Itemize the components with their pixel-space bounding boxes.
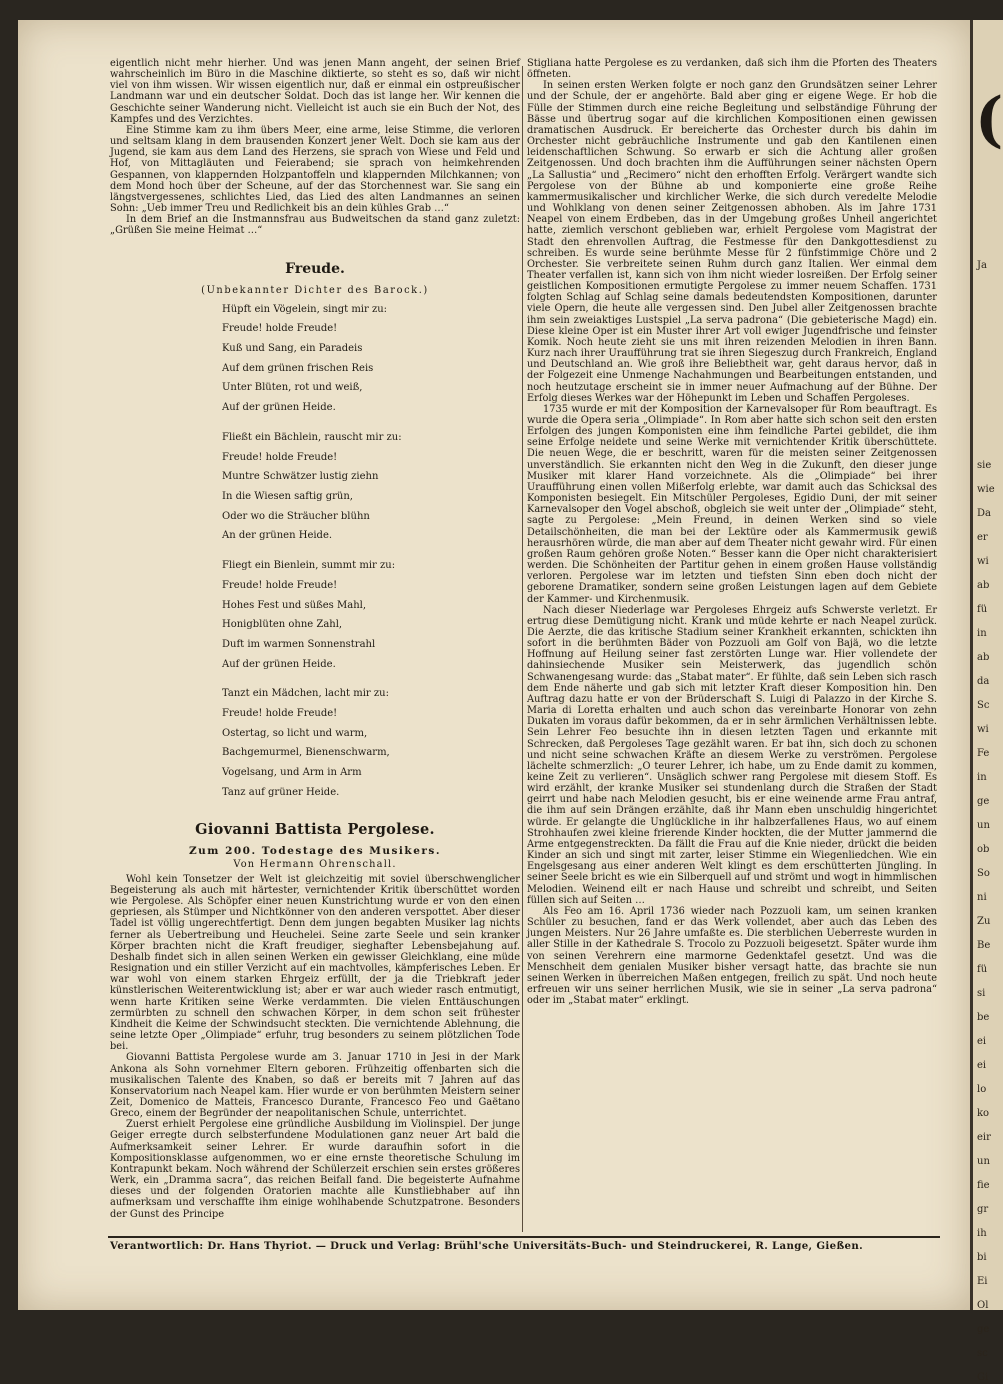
adjacent-page-fragment: Ja bbox=[977, 260, 987, 271]
poem-line: Vogelsang, und Arm in Arm bbox=[222, 767, 362, 779]
adjacent-page-fragment: Fe bbox=[977, 748, 990, 759]
adjacent-page-fragment: ge bbox=[977, 1324, 990, 1335]
adjacent-page-fragment: fü bbox=[977, 964, 988, 975]
article-paragraph: Stigliana hatte Pergolese es zu verdanken, daß sich ihm die Pforten des Theaters öffneten. bbox=[527, 58, 937, 81]
adjacent-page-fragment: Ol bbox=[977, 1300, 989, 1311]
article-paragraph: In seinen ersten Werken folgte er noch ganz den Grundsätzen seiner Lehrer und der Schule, der er angehörte. Bald aber ging er eigene Wege. Er hob die Fülle der Stimmen durch eine reiche Begleitung und selbständige Führung der Bässe und übertrug sogar auf die kirchlichen Kompositionen einen gewissen dramatischen Ausdruck. Er bereicherte das Orchester durch bis dahin im Orchester nicht gebräuchliche Instrumente und gab den Kantilenen einen leidenschaftlichen Schwung. So erwarb er sich die Achtung aller großen Zeitgenossen. Und doch brachten ihm die Aufführungen seiner nächsten Opern „La Sallustia“ und „Recimero“ nicht den erhofften Erfolg. Verärgert wandte sich Pergolese von der Bühne ab und komponierte eine große Reihe kammermusikalischer und kirchlicher Werke, die sich durch veredelte Melodie und Wohlklang von denen seiner Zeitgenossen abhoben. Als im Jahre 1731 Neapel von einem Erdbeben, das in der Umgebung großes Unheil angerichtet hatte, ziemlich verschont geblieben war, erhielt Pergolese vom Magistrat der Stadt den ehrenvollen Auftrag, die Festmesse für den Dankgottesdienst zu schreiben. Es wurde seine berühmte Messe für 2 fünfstimmige Chöre und 2 Orchester. Sie verbreitete seinen Ruhm durch ganz Italien. Wer einmal dem Theater verfallen ist, kann sich von ihm nicht wieder losreißen. Der Erfolg seiner geistlichen Kompositionen ermutigte Pergolese zu immer neuem Schaffen. 1731 folgten Schlag auf Schlag seine damals bedeutendsten Kompositionen, darunter viele Opern, die heute alle vergessen sind. Den Jubel aller Zeitgenossen brachte ihm sein zweiaktiges Lustspiel „La serva padrona“ (Die gebieterische Magd) ein. Diese kleine Oper ist ein Muster ihrer Art voll ewiger Jugendfrische und feinster Komik. Noch heute zieht sie uns mit ihren reizenden Melodien in ihren Bann. Kurz nach ihrer Uraufführung trat sie ihren Siegeszug durch Frankreich, England und Deutschland an. Wie groß ihre Beliebtheit war, geht daraus hervor, daß in der Folgezeit eine Unmenge Nachahmungen und Bearbeitungen entstanden, und noch heutzutage erscheint sie in immer neuer Aufmachung auf der Bühne. Der Erfolg dieses Werkes war der Höhepunkt im Leben und Schaffen Pergoleses. bbox=[527, 80, 937, 404]
article-author: Von Hermann Ohrenschall. bbox=[233, 858, 397, 870]
poem-line: Hohes Fest und süßes Mahl, bbox=[222, 599, 367, 611]
adjacent-page-fragment: in bbox=[977, 628, 987, 639]
poem-line: Unter Blüten, rot und weiß, bbox=[222, 382, 363, 394]
adjacent-page-fragment: ih bbox=[977, 1228, 987, 1239]
poem-line: Freude! holde Freude! bbox=[222, 451, 338, 463]
poem-stanza bbox=[222, 684, 520, 802]
article-paragraph: Wohl kein Tonsetzer der Welt ist gleichzeitig mit soviel überschwenglicher Begeisterung als auch mit härtester, vernichtender Kritik überschüttet worden wie Pergolese. Als Schöpfer einer neuen Kunstrichtung wurde er von den einen gepriesen, als Stümper und Nichtkönner von den anderen verspottet. Aber dieser Tadel ist völlig ungerechtfertigt. Denn dem jungen begabten Musiker lag nichts ferner als Uebertreibung und Heuchelei. Seine zarte Seele und sein kranker Körper brachten nicht die Kraft freudiger, sieghafter Lebensbejahung auf. Deshalb findet sich in allen seinen Werken ein gewisser Gleichklang, eine müde Resignation und ein stiller Verzicht auf ein machtvolles, kämpferisches Leben. Er war wohl von einem starken Ehrgeiz erfüllt, der ja die Triebkraft jeder künstlerischen Weiterentwicklung ist; aber er war auch wieder rasch entmutigt, wenn harte Kritiken seine Werke verdammten. Die vielen Enttäuschungen zermürbten zu schnell den schwachen Körper, in dem schon seit frühester Kindheit die Keime der Schwindsucht steckten. Die vernichtende Ablehnung, die seine letzte Oper „Olimpiade“ erfuhr, trug besonders zu seinem plötzlichen Tode bei. bbox=[110, 873, 520, 1053]
adjacent-page-fragment: sie bbox=[977, 460, 992, 471]
poem-line: Auf dem grünen frischen Reis bbox=[222, 362, 374, 374]
article-paragraph: Als Feo am 16. April 1736 wieder nach Pozzuoli kam, um seinen kranken Schüler zu besuchen, fand er das Werk vollendet, aber auch das Leben des jungen Meisters. Nur 26 Jahre umfaßte es. Die sterblichen Ueberreste wurden in aller Stille in der Kathedrale S. Trocolo zu Pozzuoli beigesetzt. Später wurde ihm von seinen Verehrern eine marmorne Gedenktafel gesetzt. Und was die Menschheit dem genialen Musiker bisher versagt hatte, das brachte sie nun seinen Werken in überreichen Maßen entgegen, freilich zu spät. Und noch heute erfreuen wir uns seiner herrlichen Musik, wie sie in seiner „La serva padrona“ oder im „Stabat mater“ erklingt. bbox=[527, 905, 937, 1007]
adjacent-page-fragment: ab bbox=[977, 652, 990, 663]
adjacent-page-fragment: in bbox=[977, 772, 987, 783]
poem-line: Auf der grünen Heide. bbox=[222, 402, 336, 414]
adjacent-page-fragment: er bbox=[977, 532, 988, 543]
adjacent-page-fragment: Sc bbox=[977, 700, 990, 711]
adjacent-page-fragment: wi bbox=[977, 556, 989, 567]
adjacent-page-fragment: ge bbox=[977, 796, 990, 807]
footer-imprint: Verantwortlich: Dr. Hans Thyriot. — Druck und Verlag: Brühl'sche Universitäts-Buch- und Steindruckerei, R. Lange, Gießen. bbox=[110, 1240, 864, 1252]
poem-line: Duft im warmen Sonnenstrahl bbox=[222, 638, 376, 650]
intro-paragraph: Eine Stimme kam zu ihm übers Meer, eine arme, leise Stimme, die verloren und seltsam klang in dem brausenden Konzert jener Welt. Doch sie kam aus der Jugend, sie kam aus dem Land des Herzens, sie sprach von Wiese und Feld und Hof, von Mittagläuten und Feierabend; sie sprach von heimkehrenden Gespannen, von klappernden Holzpantoffeln und klappernden Milchkannen; von dem Mond hoch über der Scheune, auf der das Storchennest war. Sie sang ein längstvergessenes, schlichtes Lied, das Lied des alten Landmannes an seinen Sohn: „Ueb immer Treu und Redlichkeit bis an dein kühles Grab …“ bbox=[110, 124, 520, 215]
poem-line: Kuß und Sang, ein Paradeis bbox=[222, 343, 363, 355]
adjacent-page-fragment: lo bbox=[977, 1084, 987, 1095]
adjacent-page-fragment: ei bbox=[977, 1036, 987, 1047]
article-subtitle: Zum 200. Todestage des Musikers. bbox=[189, 844, 441, 857]
poem-line: Oder wo die Sträucher blühn bbox=[222, 510, 370, 522]
adjacent-page-fragment: sc bbox=[977, 1348, 988, 1359]
adjacent-page-fragment: Be bbox=[977, 940, 991, 951]
poem-line: Fließt ein Bächlein, rauscht mir zu: bbox=[222, 431, 402, 443]
poem-line: Freude! holde Freude! bbox=[222, 323, 338, 335]
adjacent-page-fragment: wie bbox=[977, 484, 995, 495]
poem-line: Bachgemurmel, Bienenschwarm, bbox=[222, 747, 390, 759]
adjacent-page-fragment: Zu bbox=[977, 916, 991, 927]
article-paragraph: 1735 wurde er mit der Komposition der Karnevalsoper für Rom beauftragt. Es wurde die Opera seria „Olimpiade“. In Rom aber hatte sich schon seit den ersten Erfolgen des jungen Komponisten eine ihm feindliche Partei gebildet, die ihm seine Erfolge neidete und seine Werke mit vernichtender Kritik überschüttete. Die neuen Wege, die er beschritt, waren für die meisten seiner Zeitgenossen unverständlich. Sie erkannten nicht den Weg in die Zukunft, den dieser junge Musiker mit klarer Hand vorzeichnete. Als die „Olimpiade“ bei ihrer Uraufführung einen vollen Mißerfolg erlebte, war damit auch das Schicksal des Komponisten besiegelt. Ein Mitschüler Pergoleses, Egidio Duni, der mit seiner Karnevalsoper den Vogel abschoß, obgleich sie weit unter der „Olimpiade“ steht, sagte zu Pergolese: „Mein Freund, in deinen Werken sind so viele Detailschönheiten, die man bei der Lektüre oder als Kammermusik gewiß herausrhören würde, die man aber auf dem Theater nicht gewahr wird. Für einen großen Raum gehören große Noten.“ Besser kann die Oper nicht charakterisiert werden. Die Schönheiten der Partitur gehen in einem großen Hause vollständig verloren. Pergolese war im letzten und tiefsten Sinn eben doch nicht der geborene Dramatiker, sondern seine großen Leistungen lagen auf dem Gebiete der Kammer- und Kirchenmusik. bbox=[527, 403, 937, 605]
poem-stanza bbox=[222, 428, 520, 546]
footer-rule bbox=[108, 1236, 940, 1238]
poem-title: Freude. bbox=[285, 260, 345, 277]
poem-line: Hüpft ein Vögelein, singt mir zu: bbox=[222, 303, 388, 315]
poem-line: Tanz auf grüner Heide. bbox=[222, 786, 340, 798]
adjacent-page-fragment: Ei bbox=[977, 1276, 988, 1287]
adjacent-page-fragment: un bbox=[977, 1156, 990, 1167]
adjacent-page-fragment: wi bbox=[977, 724, 989, 735]
adjacent-page-fragment: ni bbox=[977, 892, 987, 903]
poem-line: Muntre Schwätzer lustig ziehn bbox=[222, 471, 379, 483]
adjacent-page-fragment: ei bbox=[977, 1060, 987, 1071]
adjacent-page-edge bbox=[970, 20, 1003, 1383]
left-column bbox=[110, 58, 520, 1220]
intro-paragraph: eigentlich nicht mehr hierher. Und was jenen Mann angeht, der seinen Brief wahrscheinlich im Büro in die Maschine diktierte, so steht es so, daß wir nicht viel von ihm wissen. Wir wissen eigentlich nur, daß er einmal ein ostpreußischer Landmann war und ein deutscher Soldat. Doch das ist lange her. Wir kennen die Geschichte seiner Wanderung nicht. Vielleicht ist auch sie ein Buch der Not, des Kampfes und des Verzichtes. bbox=[110, 58, 520, 125]
adjacent-page-fragment: bi bbox=[977, 1252, 987, 1263]
article-paragraph: Nach dieser Niederlage war Pergoleses Ehrgeiz aufs Schwerste verletzt. Er ertrug diese Demütigung nicht. Krank und müde kehrte er nach Neapel zurück. Die Aerzte, die das kritische Stadium seiner Krankheit erkannten, schickten ihn sofort in die berühmten Bäder von Pozzuoli am Golf von Bajä, wo die letzte Hoffnung auf Heilung seiner fast zerstörten Lunge war. Hier vollendete der dahinsiechende Musiker sein Meisterwerk, das jugendlich schön Schwanengesang wurde: das „Stabat mater“. Er fühlte, daß sein Leben sich rasch dem Ende näherte und gab sich mit letzter Kraft dieser Komposition hin. Den Auftrag dazu hatte er von der Brüderschaft S. Luigi di Palazzo in der Kirche S. Maria di Loretta erhalten und auch schon das vereinbarte Honorar von zehn Dukaten im voraus dafür bekommen, da er in sehr ärmlichen Verhältnissen lebte. Sein Lehrer Feo besuchte ihn in diesen letzten Tagen und erkannte mit Schrecken, daß Pergoleses Tage gezählt waren. Er bat ihn, sich doch zu schonen und nicht seine schwachen Kräfte an diesem Werke zu verströmen. Pergolese lächelte schmerzlich: „O teurer Lehrer, ich habe, um zu Ende damit zu kommen, keine Zeit zu verlieren“. Unsäglich schwer rang Pergolese mit diesem Stoff. Es wird erzählt, der kranke Musiker sei stundenlang durch die Straßen der Stadt geirrt und habe nach Melodien gesucht, bis er eine weinende arme Frau antraf, die ihm auf sein Drängen erzählte, daß ihr Mann eben unschuldig hingerichtet würde. Er gelangte die Unglückliche in ihr halbzerfallenes Haus, wo auf einem Strohhaufen zwei kleine frierende Kinder hockten, die der Mutter jammernd die Arme entgegenstreckten. Da fällt die Frau auf die Knie nieder, drückt die beiden Kinder an sich und singt mit zarter, leiser Stimme ein Wiegenliedchen. Wie ein Engelsgesang aus einer anderen Welt klingt es dem erschütterten Jüngling. In seiner Seele bricht es wie ein Silberquell auf und strömt und wogt in himmlischen Melodien. Weinend eilt er nach Hause und schreibt und schreibt, und Seiten füllen sich auf Seiten … bbox=[527, 604, 937, 906]
adjacent-page-masthead-glyph: ( bbox=[975, 85, 1003, 155]
adjacent-page-fragment: fü bbox=[977, 604, 988, 615]
poem-line: Freude! holde Freude! bbox=[222, 579, 338, 591]
adjacent-page-fragment: ab bbox=[977, 580, 990, 591]
poem-line: In die Wiesen saftig grün, bbox=[222, 490, 353, 502]
adjacent-page-fragment: gr bbox=[977, 1204, 989, 1215]
adjacent-page-fragment: fie bbox=[977, 1180, 990, 1191]
adjacent-page-fragment: da bbox=[977, 676, 990, 687]
adjacent-page-fragment: un bbox=[977, 820, 990, 831]
poem-line: Tanzt ein Mädchen, lacht mir zu: bbox=[222, 688, 389, 700]
adjacent-page-fragment: So bbox=[977, 868, 990, 879]
adjacent-page-fragment: ob bbox=[977, 844, 990, 855]
column-divider bbox=[522, 66, 523, 1232]
adjacent-page-fragment: be bbox=[977, 1012, 990, 1023]
adjacent-page-fragment: ko bbox=[977, 1108, 990, 1119]
intro-paragraph: In dem Brief an die Instmannsfrau aus Budweitschen da stand ganz zuletzt: „Grüßen Sie meine Heimat …“ bbox=[110, 214, 520, 237]
poem-line: Fliegt ein Bienlein, summt mir zu: bbox=[222, 560, 396, 572]
poem-subtitle: (Unbekannter Dichter des Barock.) bbox=[201, 284, 429, 296]
adjacent-page-fragment: Gi bbox=[977, 1372, 989, 1383]
poem-stanza bbox=[222, 300, 520, 418]
poem-line: Auf der grünen Heide. bbox=[222, 658, 336, 670]
poem-stanza bbox=[222, 556, 520, 674]
poem-line: Ostertag, so licht und warm, bbox=[222, 727, 368, 739]
adjacent-page-fragment: eir bbox=[977, 1132, 991, 1143]
poem-line: Freude! holde Freude! bbox=[222, 708, 338, 720]
article-paragraph: Giovanni Battista Pergolese wurde am 3. Januar 1710 in Jesi in der Mark Ankona als Sohn vornehmer Eltern geboren. Frühzeitig offenbarten sich die musikalischen Talente des Knaben, so daß er bereits mit 7 Jahren auf das Konservatorium nach Neapel kam. Hier wurde er von berühmten Meistern seiner Zeit, Domenico de Matteis, Francesco Durante, Francesco Feo und Gaëtano Greco, einem der Begründer der neapolitanischen Schule, unterrichtet. bbox=[110, 1052, 520, 1120]
right-column bbox=[527, 58, 937, 1006]
poem-line: Honigblüten ohne Zahl, bbox=[222, 619, 343, 631]
article-title: Giovanni Battista Pergolese. bbox=[195, 820, 435, 838]
article-paragraph: Zuerst erhielt Pergolese eine gründliche Ausbildung im Violinspiel. Der junge Geiger erregte durch selbsterfundene Modulationen ganz neuer Art bald die Aufmerksamkeit seiner Lehrer. Er wurde daraufhin sofort in die Kompositionsklasse aufgenommen, wo er eine ernste theoretische Schulung im Kontrapunkt bekam. Noch während der Schülerzeit erschien sein erstes größeres Werk, ein „Dramma sacra“, das reichen Beifall fand. Die begeisterte Aufnahme dieses und der folgenden Oratorien machte alle Kunstliebhaber auf ihn aufmerksam und verschaffte ihm einige wohlhabende Schutzpatrone. Besonders der Gunst des Principe bbox=[110, 1119, 520, 1220]
poem-line: An der grünen Heide. bbox=[222, 530, 333, 542]
adjacent-page-fragment: Da bbox=[977, 508, 991, 519]
adjacent-page-fragment: si bbox=[977, 988, 986, 999]
